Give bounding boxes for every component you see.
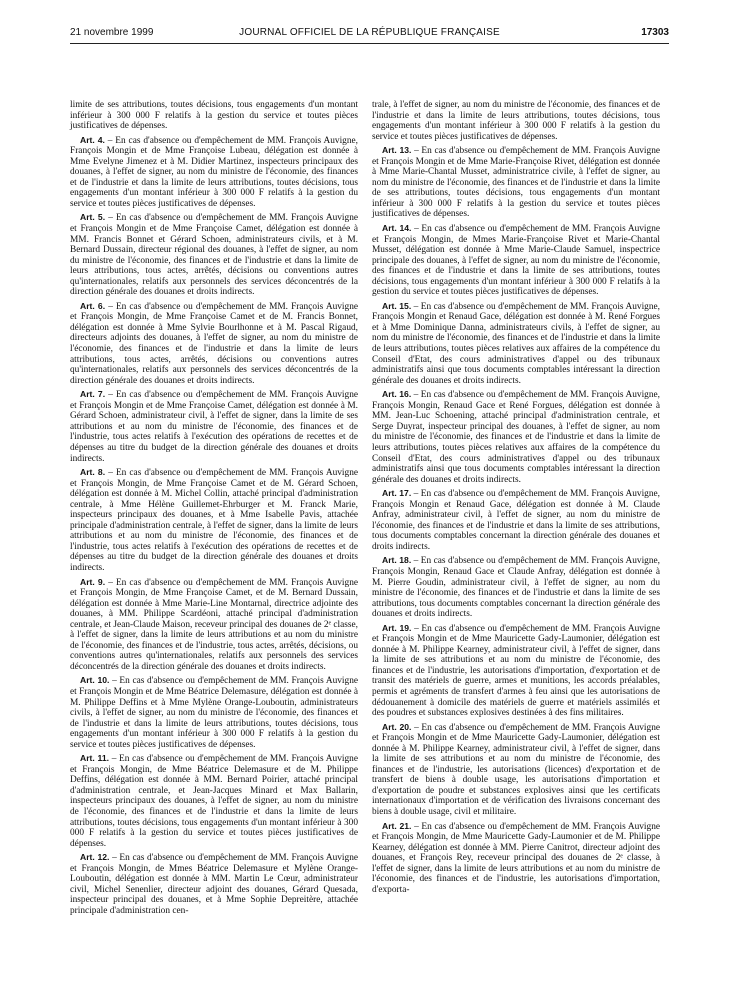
article-text: – En cas d'absence ou d'empêchement de MM. François Auvigne et François Mongin et de Mme Marie-Françoise Rivet, délégation est donnée à Mme Marie-Chantal Musset, administratrice civile, à l'effet de signer, au nom du ministre de l'économie, des finances et de l'industrie et dans la limite de ses attributions, toutes décisions, tous engagements d'un montant inférieur à 300 000 F relatifs à la gestion du service et toutes pièces justificatives de dépenses. [372,146,661,220]
article-label: Art. 13. [382,145,412,156]
article-paragraph [70,675,358,750]
article-text: – En cas d'absence ou d'empêchement de MM. François Auvigne et François Mongin, de Mmes Marie-Françoise Rivet et Marie-Chantal Musset, délégation est donnée à Mme Marie-Claude Samuel, inspectrice principale des douanes, à l'effet de signer, au nom du ministre de l'économie, des finances et de l'industrie et dans la limite de ses attributions, toutes décisions, tous engagements d'un montant inférieur à 300 000 F relatifs à la gestion du service et toutes pièces justificatives de dépenses. [372,224,661,298]
article-text: – En cas d'absence ou d'empêchement de MM. François Auvigne et François Mongin et de Mme Mauricette Gady-Laumonier, délégation est donnée à M. Philippe Kearney, administrateur civil, à l'effet de signer, dans la limite de ses attributions et au nom du ministre de l'économie, des finances et de l'industrie, les autorisations d'importation, d'exportation et de transit des matériels de guerre, armes et munitions, les accords préalables, permis et agréments de transfert d'armes à feu ainsi que les autorisations de dédouanement à domicile des matériels de guerre et matériels assimilés et des poudres et substances explosives destinées à des fins militaires. [372,623,661,719]
article-label: Art. 6. [80,300,106,311]
article-label: Art. 15. [382,300,412,311]
article-text: – En cas d'absence ou d'empêchement de MM. François Auvigne et François Mongin, de Mme Mauricette Gady-Laumonier et de M. Philippe Kearney, délégation est donnée à MM. Pierre Canitrot, directeur adjoint des douanes, et François Rey, receveur principal des douanes de 2ᵉ classe, à l'effet de signer, dans la limite de leurs attributions et au nom du ministre de l'économie, des finances et de l'industrie, les autorisations d'importation, d'exporta- [372,821,661,895]
article-label: Art. 14. [382,223,412,234]
article-paragraph [372,821,660,896]
article-text: – En cas d'absence ou d'empêchement de MM. François Auvigne, François Mongin et Renaud Gace, délégation est donnée à M. Claude Anfray, administrateur civil, à l'effet de signer, au nom du ministre de l'économie, des finances et de l'industrie et dans la limite de ses attributions, tous documents comptables concernant la direction générale des douanes et droits indirects. [372,489,660,552]
article-paragraph [70,577,358,673]
article-text: – En cas d'absence ou d'empêchement de MM. François Auvigne, François Mongin, Renaud Gace et René Forgues, délégation est donnée à MM. Jean-Luc Schoening, attaché principal d'administration centrale, et Serge Duyrat, inspecteur principal des douanes, à l'effet de signer, au nom du ministre de l'économie, des finances et de l'industrie et dans la limite de leurs attributions, toutes pièces relatives aux affaires de la compétence du Conseil d'Etat, des cours administratives d'appel ou des tribunaux administratifs ainsi que tous documents comptables intéressant la direction générale des douanes et droits indirects. [372,390,660,485]
article-text: – En cas d'absence ou d'empêchement de MM. François Auvigne et François Mongin et de Mme Mauricette Gady-Laumonier, délégation est donnée à M. Philippe Kearney, administrateur civil, à l'effet de signer, dans la limite de ses attributions et au nom du ministre de l'économie, des finances et de l'industrie, les autorisations (licences) d'exportation et de transfert de biens à double usage, les autorisations d'importation et d'exportation de poudre et substances explosives ainsi que les certificats internationaux d'importation et de vérification des livraisons concernant des biens à double usage, civil et militaire. [372,722,661,817]
header-page-number: 17303 [641,27,669,38]
article-paragraph [70,135,358,210]
article-text: – En cas d'absence ou d'empêchement de MM. François Auvigne et François Mongin et de Mme Béatrice Delemasure, délégation est donnée à M. Philippe Deffins et à Mme Mylène Orange-Louboutin, administrateurs civils, à l'effet de signer, au nom du ministre de l'économie, des finances et de l'industrie et dans la limite de leurs attributions, toutes décisions, tous engagements d'un montant inférieur à 300 000 F relatifs à la gestion du service et toutes pièces justificatives de dépenses. [70,676,359,750]
article-text: – En cas d'absence ou d'empêchement de MM. François Auvigne et François Mongin, de Mme Françoise Camet et de M. Gérard Schoen, délégation est donnée à M. Michel Collin, attaché principal d'administration centrale, à Mme Hélène Guillemet-Ehrburger et M. Franck Marie, inspecteurs principaux des douanes, et à Mme Isabelle Pavis, attachée principale d'administration centrale, à l'effet de signer, dans la limite de leurs attributions et au nom du ministre de l'économie, des finances et de l'industrie, tous actes relatifs à l'exécution des opérations de recettes et de dépenses au titre du budget de la direction générale des douanes et droits indirects. [70,468,359,573]
article-text: – En cas d'absence ou d'empêchement de MM. François Auvigne et François Mongin, de Mme Françoise Camet, et de M. Bernard Dussain, délégation est donnée à Mme Marie-Line Montarnal, directrice adjointe des douanes, à MM. Philippe Scardéoni, attaché principal d'administration centrale, et Jean-Claude Maison, receveur principal des douanes de 2ᵉ classe, à l'effet de signer, dans la limite de leurs attributions et au nom du ministre de l'économie, des finances et de l'industrie, tous actes, arrêtés, décisions, ou conventions autres qu'internationales, relatifs aux personnels des services déconcentrés de la direction générale des douanes et droits indirects. [70,577,359,672]
article-paragraph [70,753,358,849]
article-paragraph [372,555,660,619]
continued-paragraph [70,100,358,132]
article-text: limite de ses attributions, toutes décisions, tous engagements d'un montant inférieur à 300 000 F relatifs à la gestion du service et toutes pièces justificatives de dépenses. [70,100,358,132]
article-text: – En cas d'absence ou d'empêchement de MM. François Auvigne, François Mongin, Renaud Gace et Claude Anfray, délégation est donnée à M. Pierre Goudin, administrateur civil, à l'effet de signer, au nom du ministre de l'économie, des finances et de l'industrie et dans la limite de ses attributions, tous documents comptables concernant la direction générale des douanes et droits indirects. [372,556,660,620]
page-header [70,27,669,41]
article-label: Art. 8. [80,467,106,478]
article-paragraph [70,467,358,573]
article-label: Art. 11. [80,753,110,764]
article-label: Art. 7. [80,389,106,400]
article-paragraph [70,212,358,297]
article-paragraph [372,145,660,220]
article-text: – En cas d'absence ou d'empêchement de MM. François Auvigne et François Mongin et de Mme Françoise Camet, délégation est donnée à MM. Francis Bonnet et Gérard Schoen, administrateurs civils, et à M. Bernard Dussain, directeur régional des douanes, à l'effet de signer, au nom du ministre de l'économie, des finances et de l'industrie et dans la limite de leurs attributions, tous actes, arrêtés, décisions ou conventions autres qu'internationales, relatifs aux personnels des services déconcentrés de la direction générale des douanes et droits indirects. [70,213,359,298]
article-label: Art. 19. [382,622,412,633]
article-text: – En cas d'absence ou d'empêchement de MM. François Auvigne et François Mongin, de Mmes Béatrice Delemasure et Mylène Orange-Louboutin, délégation est donnée à MM. Martin Le Cœur, administrateur civil, Michel Senenlier, directeur adjoint des douanes, Gérard Quesada, inspecteur principal des douanes, et à Mme Sophie Depreitère, attachée principale d'administration cen- [70,853,359,916]
continued-paragraph [372,100,660,142]
article-paragraph [372,223,660,298]
article-label: Art. 16. [382,389,412,400]
article-label: Art. 5. [80,212,106,223]
article-paragraph [372,488,660,552]
article-label: Art. 18. [382,555,412,566]
article-label: Art. 9. [80,576,106,587]
article-paragraph [372,722,660,818]
article-label: Art. 12. [80,852,110,863]
right-column [372,100,660,898]
article-text: – En cas d'absence ou d'empêchement de MM. François Auvigne, François Mongin et Renaud Gace, délégation est donnée à M. René Forgues et à Mme Dominique Danna, administrateurs civils, à l'effet de signer, au nom du ministre de l'économie, des finances et de l'industrie et dans la limite de leurs attributions, toutes pièces relatives aux affaires de la compétence du Conseil d'Etat, des cours administratives d'appel ou des tribunaux administratifs ainsi que tous documents comptables intéressant la direction générale des douanes et droits indirects. [372,301,660,386]
article-text: – En cas d'absence ou d'empêchement de MM. François Auvigne et François Mongin et de Mme Françoise Camet, délégation est donnée à M. Gérard Schoen, administrateur civil, à l'effet de signer, dans la limite de ses attributions et au nom du ministre de l'économie, des finances et de l'industrie, tous actes relatifs à l'exécution des opérations de recettes et de dépenses au titre du budget de la direction générale des douanes et droits indirects. [70,390,359,464]
article-text: – En cas d'absence ou d'empêchement de MM. François Auvigne et François Mongin, de Mme Béatrice Delemasure et de M. Philippe Deffins, délégation est donnée à MM. Bernard Poirier, attaché principal d'administration centrale, et Jean-Jacques Minard et Max Ballarin, inspecteurs principaux des douanes, à l'effet de signer, au nom du ministre de l'économie, des finances et de l'industrie et dans la limite de leurs attributions, toutes décisions, tous engagements d'un montant inférieur à 300 000 F relatifs à la gestion du service et toutes pièces justificatives de dépenses. [70,754,358,849]
header-title: JOURNAL OFFICIEL DE LA RÉPUBLIQUE FRANÇAISE [239,27,500,38]
article-label: Art. 10. [80,675,110,686]
article-paragraph [372,301,660,386]
header-rule [70,43,669,44]
article-paragraph [372,389,660,485]
article-label: Art. 17. [382,488,412,499]
article-label: Art. 21. [382,820,412,831]
article-text: – En cas d'absence ou d'empêchement de MM. François Auvigne, François Mongin et de Mme Françoise Lubeau, délégation est donnée à Mme Evelyne Jimenez et à M. Didier Martinez, inspecteurs principaux des douanes, à l'effet de signer, au nom du ministre de l'économie, des finances et de l'industrie et dans la limite de leurs attributions, toutes décisions, tous engagements d'un montant inférieur à 300 000 F relatifs à la gestion du service et toutes pièces justificatives de dépenses. [70,135,358,209]
article-text: trale, à l'effet de signer, au nom du ministre de l'économie, des finances et de l'industrie et dans la limite de leurs attributions, toutes décisions, tous engagements d'un montant inférieur à 300 000 F relatifs à la gestion du service et toutes pièces justificatives de dépenses. [372,100,660,142]
left-column [70,100,358,919]
article-paragraph [70,852,358,916]
article-paragraph [372,623,660,719]
article-text: – En cas d'absence ou d'empêchement de MM. François Auvigne et François Mongin, de Mme Françoise Camet et de M. Francis Bonnet, délégation est donnée à Mme Sylvie Bourlhonne et à M. Pascal Rigaud, directeurs adjoints des douanes, à l'effet de signer, au nom du ministre de l'économie, des finances et de l'industrie et dans la limite de leurs attributions, tous actes, arrêtés, décisions ou conventions autres qu'internationales, relatifs aux personnels des services déconcentrés de la direction générale des douanes et droits indirects. [70,301,359,386]
article-paragraph [70,301,358,386]
article-label: Art. 20. [382,721,412,732]
header-date: 21 novembre 1999 [70,27,154,38]
article-label: Art. 4. [80,134,105,145]
article-paragraph [70,389,358,464]
